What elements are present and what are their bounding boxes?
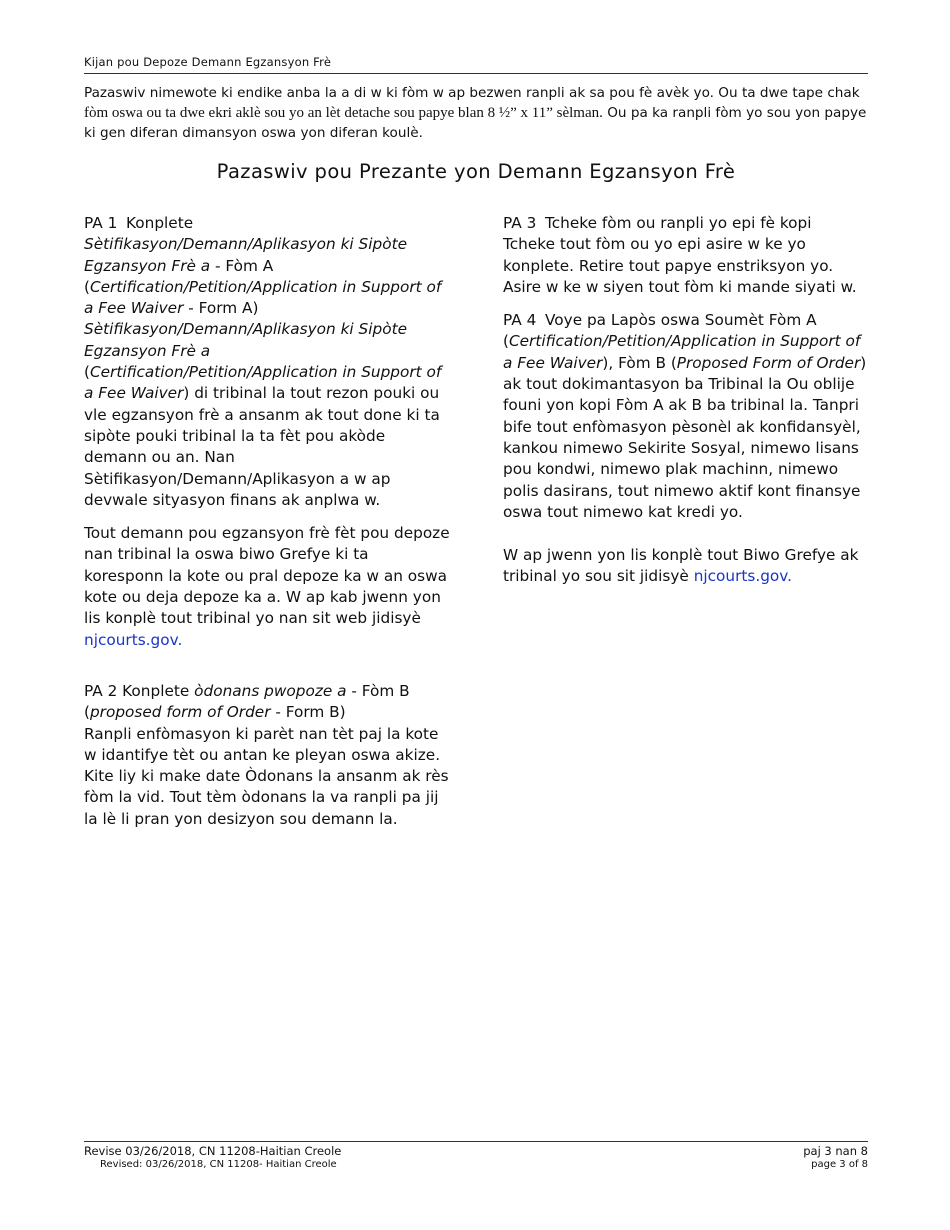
footer-row-kr bbox=[84, 1144, 868, 1158]
step1-form-a-en: - Form A) bbox=[183, 299, 259, 318]
footer-page-en: page 3 of 8 bbox=[811, 1159, 868, 1170]
step4-clerk-note bbox=[503, 545, 871, 588]
left-column bbox=[84, 213, 450, 830]
step4-form-a-en: Certification/Petition/Application in Support of a Fee Waiver bbox=[503, 332, 861, 372]
page-footer bbox=[84, 1141, 868, 1172]
footer-row-en bbox=[84, 1158, 868, 1172]
step4-mid: ), Fòm B ( bbox=[602, 353, 677, 372]
intro-paragraph bbox=[84, 83, 870, 143]
njcourts-link-2[interactable]: njcourts.gov. bbox=[693, 567, 793, 586]
step1-paren-2: ( bbox=[84, 363, 90, 382]
njcourts-link[interactable]: njcourts.gov. bbox=[84, 630, 183, 649]
step2-form-b-en: - Form B) bbox=[270, 703, 346, 722]
step2-heading bbox=[84, 681, 450, 724]
step1-form-kr-2: Sètifikasyon/Demann/Aplikasyon ki Sipòte Egzansyon Frè a bbox=[84, 320, 407, 360]
header-title: Kijan pou Depoze Demann Egzansyon Frè bbox=[84, 55, 332, 69]
step1-paren: ( bbox=[84, 277, 90, 296]
page-title: Pazaswiv pou Prezante yon Demann Egzansyon Frè bbox=[216, 160, 736, 183]
step3-description: Tcheke tout fòm ou yo epi asire w ke yo konplete. Retire tout papye enstriksyon yo. Asire w ke w siyen tout fòm ki mande siyati w. bbox=[503, 235, 857, 296]
step2-description: Ranpli enfòmasyon ki parèt nan tèt paj la kote w idantifye tèt ou antan ke pleyan oswa akize. Kite liy ki make date Òdonans la ansanm ak rès fòm la vid. Tout tèm òdonans la va ranpli pa jij la lè li pran yon desizyon sou demann la. bbox=[84, 724, 449, 828]
step3-number: PA 3 bbox=[503, 214, 537, 232]
step3-block bbox=[503, 213, 871, 298]
step1-block bbox=[84, 213, 450, 651]
step4-heading bbox=[503, 310, 871, 331]
step3-label: Tcheke fòm ou ranpli yo epi fè kopi bbox=[545, 214, 812, 232]
step1-form-kr: Sètifikasyon/Demann/Aplikasyon ki Sipòte Egzansyon Frè a bbox=[84, 235, 407, 275]
step1-filing-text: Tout demann pou egzansyon frè fèt pou depoze nan tribinal la oswa biwo Grefye ki ta koresponn la kote ou pral depoze ka w an oswa kote ou deja depoze ka a. W ap kab jwenn yon lis konplè tout tribinal yo nan sit web jidisyè bbox=[84, 524, 450, 628]
intro-part2: fòm oswa ou ta dwe ekri aklè sou yo an lèt detache sou papye blan 8 ½” x 11” sèlman. bbox=[84, 105, 603, 121]
step4-paren: ( bbox=[503, 332, 509, 351]
page-header bbox=[84, 55, 868, 74]
intro-part3: Ou pa ka ranpli fòm yo sou yon papye ki gen diferan dimansyon oswa yon diferan koulè. bbox=[84, 105, 867, 141]
step4-label: Voye pa Lapòs oswa Soumèt Fòm A bbox=[545, 311, 817, 330]
step1-form-a: - Fòm A bbox=[210, 256, 274, 275]
step1-form-en: Certification/Petition/Application in Support of a Fee Waiver bbox=[84, 277, 442, 318]
step1-description: ) di tribinal la tout rezon pouki ou vle egzansyon frè a ansanm ak tout done ki ta sipòte pouki tribinal la ta fèt pou akòde demann ou an. Nan Sètifikasyon/Demann/Aplikasyon a w ap devwale sityasyon finans ak anplwa w. bbox=[84, 384, 440, 509]
step4-form-b-en: Proposed Form of Order bbox=[676, 353, 861, 372]
footer-revised-en: Revised: 03/26/2018, CN 11208- Haitian Creole bbox=[100, 1159, 337, 1170]
step2-paren: ( bbox=[84, 703, 90, 722]
step2-form-en: proposed form of Order bbox=[89, 703, 271, 722]
step4-description: ) ak tout dokimantasyon ba Tribinal la Ou oblije founi yon kopi Fòm A ak B ba tribinal la. Tanpri bife tout enfòmasyon pèsonèl ak konfidansyèl, kankou nimewo Sekirite Sosyal, nimewo lisans pou kondwi, nimewo plak machinn, nimewo polis dasirans, tout nimewo aktif kont finansye oswa tout nimewo kat kredi yo. bbox=[503, 353, 867, 521]
step4-body bbox=[503, 331, 871, 523]
step4-block bbox=[503, 310, 871, 588]
step2-block bbox=[84, 681, 450, 830]
step1-body bbox=[84, 234, 450, 511]
intro-part1: Pazaswiv nimewote ki endike anba la a di w ki fòm w ap bezwen ranpli ak sa pou fè avèk yo. Ou ta dwe tape chak bbox=[84, 85, 860, 101]
step2-form-b: - Fòm B bbox=[346, 681, 410, 700]
step1-filing-note bbox=[84, 523, 450, 651]
step1-label: Konplete bbox=[126, 214, 194, 232]
step4-clerk-text: W ap jwenn yon lis konplè tout Biwo Grefye ak tribinal yo sou sit jidisyè bbox=[503, 546, 859, 586]
footer-revised-kr: Revise 03/26/2018, CN 11208-Haitian Creole bbox=[84, 1144, 342, 1158]
right-column bbox=[503, 213, 871, 588]
step2-lead: PA 2 Konplete bbox=[84, 681, 195, 700]
step1-heading bbox=[84, 213, 450, 234]
step4-number: PA 4 bbox=[503, 311, 537, 330]
footer-page-kr: paj 3 nan 8 bbox=[803, 1144, 868, 1158]
step3-heading bbox=[503, 213, 871, 234]
step2-form-kr: òdonans pwopoze a bbox=[194, 681, 347, 700]
step1-form-en-2: Certification/Petition/Application in Support of a Fee Waiver bbox=[84, 363, 442, 403]
step1-number: PA 1 bbox=[84, 214, 118, 232]
